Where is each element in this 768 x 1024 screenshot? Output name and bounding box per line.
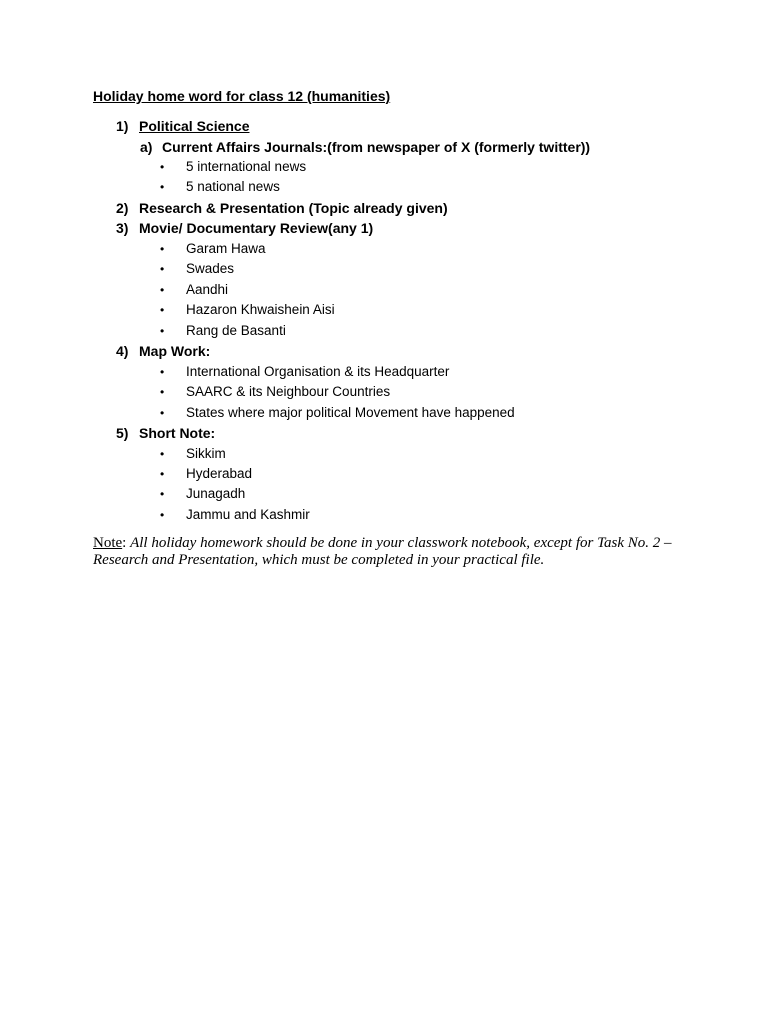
document-title: Holiday home word for class 12 (humanities)	[93, 88, 391, 104]
list-number: 3)	[116, 220, 129, 236]
list-number: 4)	[116, 343, 129, 359]
bullet-icon: •	[160, 447, 165, 461]
note-colon: :	[122, 535, 131, 551]
note-paragraph	[93, 535, 683, 569]
bullet-text: Jammu and Kashmir	[186, 507, 310, 522]
bullet-text: International Organisation & its Headquarter	[186, 364, 450, 379]
bullet-text: 5 national news	[186, 179, 280, 194]
note-label: Note	[93, 535, 123, 551]
list-number: 5)	[116, 425, 129, 441]
list-item-label: Political Science	[139, 118, 250, 134]
list-item-label: Movie/ Documentary Review(any 1)	[139, 220, 374, 236]
note-body: All holiday homework should be done in your classwork notebook, except for Task No. 2 – Research and Presentation, which must be completed in your practical file.	[93, 535, 672, 568]
bullet-icon: •	[160, 467, 165, 481]
bullet-icon: •	[160, 303, 165, 317]
bullet-text: Swades	[186, 261, 235, 276]
list-item-label: Short Note:	[139, 425, 216, 441]
bullet-text: States where major political Movement have happened	[186, 405, 515, 420]
list-number: 2)	[116, 200, 129, 216]
bullet-icon: •	[160, 242, 165, 256]
sub-list-letter: a)	[140, 139, 153, 155]
bullet-text: 5 international news	[186, 159, 307, 174]
bullet-icon: •	[160, 160, 165, 174]
bullet-icon: •	[160, 385, 165, 399]
bullet-text: Hyderabad	[186, 466, 253, 481]
bullet-icon: •	[160, 487, 165, 501]
bullet-icon: •	[160, 180, 165, 194]
list-number: 1)	[116, 118, 129, 134]
list-item-label: Map Work:	[139, 343, 211, 359]
bullet-text: SAARC & its Neighbour Countries	[186, 384, 391, 399]
bullet-text: Junagadh	[186, 486, 246, 501]
bullet-icon: •	[160, 508, 165, 522]
bullet-icon: •	[160, 365, 165, 379]
bullet-text: Rang de Basanti	[186, 323, 286, 338]
list-item-label: Research & Presentation (Topic already given)	[139, 200, 448, 216]
bullet-icon: •	[160, 324, 165, 338]
bullet-icon: •	[160, 283, 165, 297]
bullet-icon: •	[160, 406, 165, 420]
sub-list-label: Current Affairs Journals:(from newspaper of X (formerly twitter))	[162, 139, 591, 155]
bullet-icon: •	[160, 262, 165, 276]
bullet-text: Hazaron Khwaishein Aisi	[186, 302, 335, 317]
bullet-text: Garam Hawa	[186, 241, 266, 256]
bullet-text: Aandhi	[186, 282, 229, 297]
bullet-text: Sikkim	[186, 446, 226, 461]
